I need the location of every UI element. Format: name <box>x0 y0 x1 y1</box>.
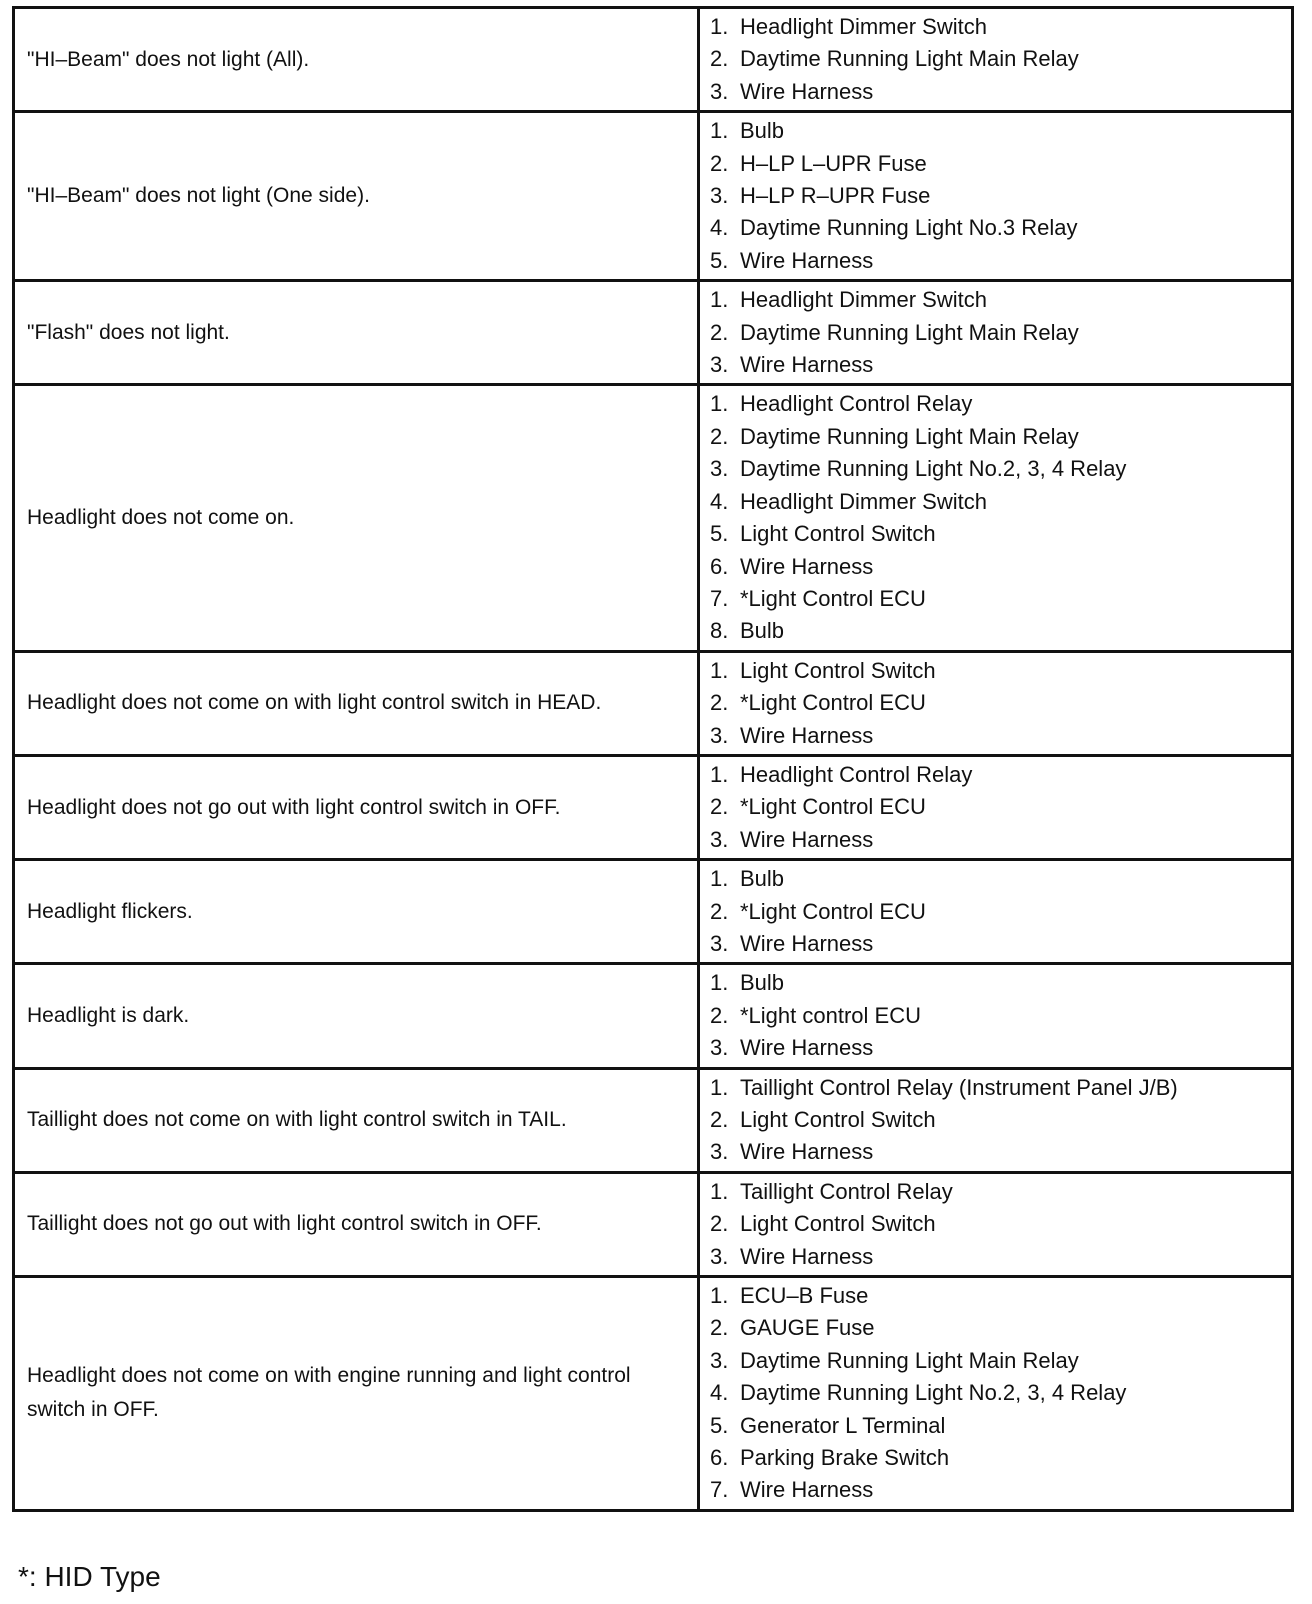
item-text: Daytime Running Light Main Relay <box>740 319 1079 345</box>
list-item <box>710 180 1281 212</box>
item-number: 4. <box>710 215 729 241</box>
item-number: 3. <box>710 183 729 209</box>
suspect-area-cell <box>699 281 1293 385</box>
list-item <box>710 1136 1281 1168</box>
list-item <box>710 453 1281 485</box>
item-number: 2. <box>710 150 729 176</box>
list-item <box>710 148 1281 180</box>
item-text: *Light Control ECU <box>740 794 926 820</box>
item-text: *Light Control ECU <box>740 690 926 716</box>
item-text: Bulb <box>740 970 785 996</box>
list-item <box>710 421 1281 453</box>
item-text: *Light Control ECU <box>740 898 926 924</box>
list-item <box>710 615 1281 647</box>
item-text: Light Control Switch <box>740 521 936 547</box>
item-text: Wire Harness <box>740 553 874 579</box>
list-item <box>710 1104 1281 1136</box>
suspect-area-list <box>710 1176 1281 1273</box>
list-item <box>710 655 1281 687</box>
item-text: Light Control Switch <box>740 1211 936 1237</box>
item-text: Taillight Control Relay (Instrument Panel J/B) <box>740 1074 1178 1100</box>
item-text: Bulb <box>740 618 785 644</box>
table-row <box>14 651 1293 755</box>
list-item <box>710 928 1281 960</box>
list-item <box>710 212 1281 244</box>
suspect-area-cell <box>699 651 1293 755</box>
item-number: 2. <box>710 423 729 449</box>
problem-cell: Headlight does not go out with light control switch in OFF. <box>14 755 699 859</box>
suspect-area-cell <box>699 385 1293 651</box>
item-number: 5. <box>710 247 729 273</box>
table-row <box>14 1172 1293 1276</box>
list-item <box>710 687 1281 719</box>
list-item <box>710 43 1281 75</box>
list-item <box>710 388 1281 420</box>
item-text: Generator L Terminal <box>740 1412 946 1438</box>
item-number: 1. <box>710 14 729 39</box>
item-text: H–LP R–UPR Fuse <box>740 183 931 209</box>
item-text: Daytime Running Light No.2, 3, 4 Relay <box>740 456 1127 482</box>
problem-cell: Taillight does not come on with light control switch in TAIL. <box>14 1068 699 1172</box>
problem-cell: "Flash" does not light. <box>14 281 699 385</box>
list-item <box>710 1442 1281 1474</box>
item-number: 3. <box>710 826 729 852</box>
suspect-area-cell <box>699 1172 1293 1276</box>
item-text: Daytime Running Light Main Relay <box>740 46 1079 72</box>
problem-cell: "HI–Beam" does not light (One side). <box>14 112 699 281</box>
list-item <box>710 1474 1281 1506</box>
item-number: 2. <box>710 1002 729 1028</box>
item-number: 1. <box>710 866 729 892</box>
item-number: 1. <box>710 287 729 313</box>
item-number: 3. <box>710 78 729 104</box>
item-text: Wire Harness <box>740 247 874 273</box>
item-number: 2. <box>710 1315 729 1341</box>
item-text: Headlight Control Relay <box>740 391 973 417</box>
problem-cell: Taillight does not go out with light control switch in OFF. <box>14 1172 699 1276</box>
list-item <box>710 1208 1281 1240</box>
list-item <box>710 11 1281 43</box>
item-number: 3. <box>710 1139 729 1165</box>
item-number: 6. <box>710 553 729 579</box>
item-number: 8. <box>710 618 729 644</box>
item-number: 2. <box>710 898 729 924</box>
item-number: 1. <box>710 1074 729 1100</box>
item-text: Wire Harness <box>740 1139 874 1165</box>
item-number: 1. <box>710 391 729 417</box>
item-text: Wire Harness <box>740 1035 874 1061</box>
suspect-area-cell <box>699 1068 1293 1172</box>
item-number: 7. <box>710 1477 729 1503</box>
suspect-area-cell <box>699 860 1293 964</box>
list-item <box>710 317 1281 349</box>
item-number: 2. <box>710 1211 729 1237</box>
symptom-table-body <box>14 8 1293 1511</box>
item-text: Headlight Dimmer Switch <box>740 14 987 39</box>
suspect-area-list <box>710 863 1281 960</box>
suspect-area-cell <box>699 964 1293 1068</box>
item-number: 2. <box>710 690 729 716</box>
list-item <box>710 1410 1281 1442</box>
list-item <box>710 824 1281 856</box>
list-item <box>710 1377 1281 1409</box>
item-text: Wire Harness <box>740 1477 874 1503</box>
item-number: 2. <box>710 1107 729 1132</box>
item-number: 5. <box>710 521 729 547</box>
item-text: Bulb <box>740 866 785 892</box>
suspect-area-list <box>710 115 1281 277</box>
table-row <box>14 385 1293 651</box>
list-item <box>710 245 1281 277</box>
footnote: *: HID Type <box>18 1561 161 1592</box>
suspect-area-list <box>710 11 1281 108</box>
list-item <box>710 1032 1281 1064</box>
item-text: Bulb <box>740 118 785 144</box>
item-number: 3. <box>710 1035 729 1061</box>
item-number: 4. <box>710 488 729 514</box>
list-item <box>710 759 1281 791</box>
list-item <box>710 1241 1281 1273</box>
table-row <box>14 281 1293 385</box>
table-row <box>14 112 1293 281</box>
item-text: Wire Harness <box>740 722 874 748</box>
list-item <box>710 284 1281 316</box>
suspect-area-list <box>710 1072 1281 1169</box>
item-text: Headlight Control Relay <box>740 761 973 787</box>
item-number: 3. <box>710 930 729 956</box>
item-number: 4. <box>710 1380 729 1406</box>
item-number: 6. <box>710 1445 729 1471</box>
item-text: *Light control ECU <box>740 1002 921 1028</box>
item-number: 2. <box>710 46 729 72</box>
item-number: 1. <box>710 1178 729 1204</box>
item-text: *Light Control ECU <box>740 585 926 611</box>
suspect-area-list <box>710 655 1281 752</box>
item-text: Wire Harness <box>740 1243 874 1269</box>
list-item <box>710 896 1281 928</box>
list-item <box>710 967 1281 999</box>
item-number: 3. <box>710 352 729 378</box>
list-item <box>710 551 1281 583</box>
suspect-area-list <box>710 284 1281 381</box>
item-text: Daytime Running Light No.3 Relay <box>740 215 1078 241</box>
table-row <box>14 1277 1293 1511</box>
item-number: 1. <box>710 657 729 683</box>
suspect-area-list <box>710 388 1281 647</box>
table-row <box>14 8 1293 112</box>
suspect-area-cell <box>699 112 1293 281</box>
table-row <box>14 860 1293 964</box>
table-row <box>14 964 1293 1068</box>
item-text: Wire Harness <box>740 78 874 104</box>
suspect-area-cell <box>699 1277 1293 1511</box>
item-text: ECU–B Fuse <box>740 1283 869 1309</box>
item-text: Parking Brake Switch <box>740 1445 950 1471</box>
item-number: 5. <box>710 1412 729 1438</box>
list-item <box>710 720 1281 752</box>
list-item <box>710 863 1281 895</box>
item-number: 1. <box>710 761 729 787</box>
item-text: Headlight Dimmer Switch <box>740 287 987 313</box>
table-row <box>14 1068 1293 1172</box>
suspect-area-cell <box>699 8 1293 112</box>
list-item <box>710 115 1281 147</box>
item-text: Wire Harness <box>740 930 874 956</box>
item-text: Taillight Control Relay <box>740 1178 953 1204</box>
item-text: Daytime Running Light Main Relay <box>740 1347 1079 1373</box>
list-item <box>710 76 1281 108</box>
problem-cell: Headlight does not come on with engine running and light control switch in OFF. <box>14 1277 699 1511</box>
list-item <box>710 1072 1281 1104</box>
suspect-area-list <box>710 967 1281 1064</box>
item-number: 7. <box>710 585 729 611</box>
problem-cell: Headlight does not come on with light control switch in HEAD. <box>14 651 699 755</box>
suspect-area-cell <box>699 755 1293 859</box>
item-text: H–LP L–UPR Fuse <box>740 150 927 176</box>
list-item <box>710 349 1281 381</box>
list-item <box>710 1345 1281 1377</box>
item-number: 2. <box>710 794 729 820</box>
list-item <box>710 583 1281 615</box>
item-number: 3. <box>710 456 729 482</box>
problem-cell: Headlight flickers. <box>14 860 699 964</box>
list-item <box>710 1176 1281 1208</box>
symptom-table <box>12 6 1294 1512</box>
suspect-area-list <box>710 1280 1281 1507</box>
item-text: Light Control Switch <box>740 1107 936 1132</box>
list-item <box>710 791 1281 823</box>
list-item <box>710 518 1281 550</box>
item-number: 1. <box>710 1283 729 1309</box>
item-number: 3. <box>710 1347 729 1373</box>
item-number: 1. <box>710 970 729 996</box>
problem-cell: Headlight does not come on. <box>14 385 699 651</box>
item-number: 3. <box>710 1243 729 1269</box>
list-item <box>710 1312 1281 1344</box>
item-number: 1. <box>710 118 729 144</box>
suspect-area-list <box>710 759 1281 856</box>
item-text: Wire Harness <box>740 352 874 378</box>
item-number: 2. <box>710 319 729 345</box>
list-item <box>710 486 1281 518</box>
item-text: Daytime Running Light Main Relay <box>740 423 1079 449</box>
item-text: GAUGE Fuse <box>740 1315 875 1341</box>
list-item <box>710 1000 1281 1032</box>
item-number: 3. <box>710 722 729 748</box>
table-row <box>14 755 1293 859</box>
item-text: Headlight Dimmer Switch <box>740 488 987 514</box>
item-text: Wire Harness <box>740 826 874 852</box>
problem-cell: Headlight is dark. <box>14 964 699 1068</box>
item-text: Light Control Switch <box>740 657 936 683</box>
list-item <box>710 1280 1281 1312</box>
problem-cell: "HI–Beam" does not light (All). <box>14 8 699 112</box>
item-text: Daytime Running Light No.2, 3, 4 Relay <box>740 1380 1127 1406</box>
